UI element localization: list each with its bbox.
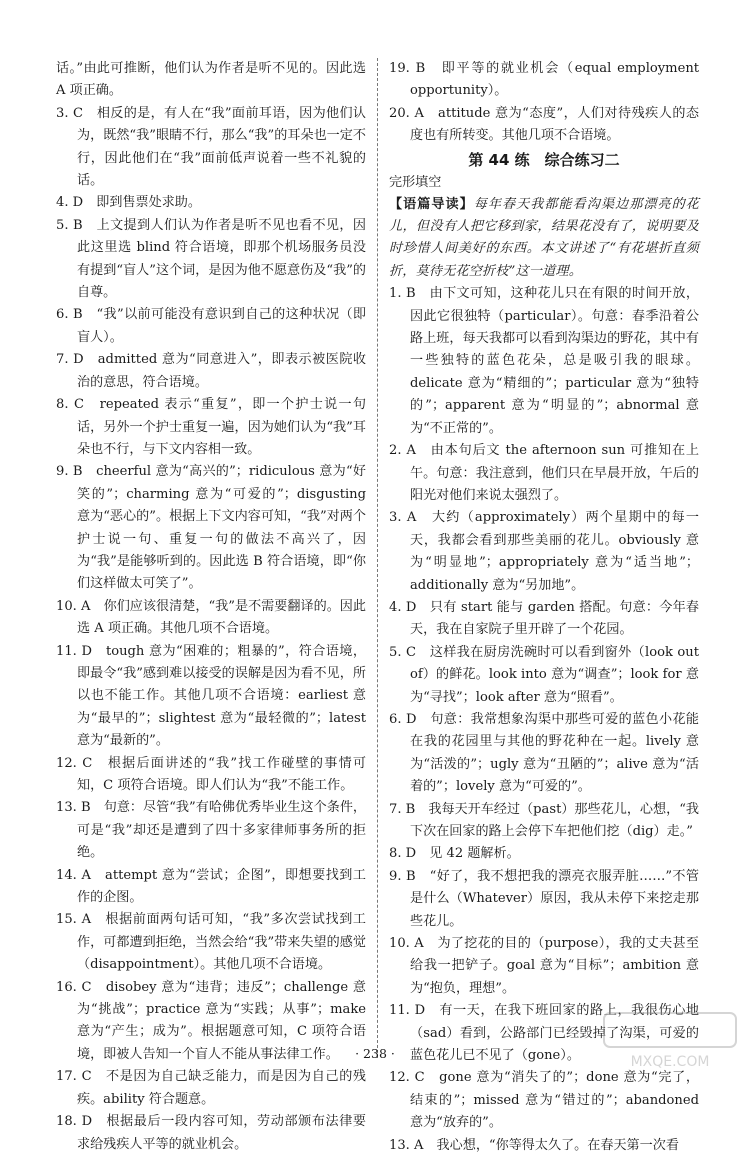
- reading-guide: [389, 194, 699, 284]
- answer-item: [56, 797, 366, 864]
- answer-item: [56, 596, 366, 641]
- answer-item: [389, 642, 699, 709]
- answer-item: [389, 799, 699, 844]
- answer-number: 7. B: [389, 801, 416, 817]
- answer-number: 2. A: [389, 443, 416, 459]
- answer-explanation: 根据最后一段内容可知，劳动部颁布法律要求给残疾人平等的就业机会。: [77, 1114, 367, 1152]
- answer-number: 14. A: [56, 867, 91, 883]
- answer-number: 4. D: [389, 599, 417, 615]
- answer-number: 20. A: [389, 105, 424, 121]
- answer-number: 5. B: [56, 217, 83, 233]
- answer-number: 13. A: [389, 1137, 424, 1153]
- answer-explanation: 只有 start 能与 garden 搭配。句意：今年春天，我在自家院子里开辟了一个花园。: [410, 599, 700, 638]
- watermark-logo: [600, 1009, 740, 1071]
- answer-explanation: admitted 意为“同意进入”，即表示被医院收治的意思，符合语境。: [77, 352, 367, 390]
- answer-item: [389, 597, 699, 642]
- column-divider: [377, 58, 378, 1058]
- answer-explanation: 由本句后文 the afternoon sun 可推知在上午。句意：我注意到，他们只在早晨开放，午后的阳光对他们来说太强烈了。: [410, 443, 699, 503]
- answer-number: 3. A: [389, 510, 417, 526]
- answer-number: 10. A: [56, 598, 91, 614]
- answer-number: 18. D: [56, 1114, 93, 1130]
- answer-number: 1. B: [389, 286, 416, 302]
- answer-explanation: 有一天，在我下班回家的路上，我很伤心地（sad）看到，公路部门已经毁掉了沟渠，可爱的蓝色花儿已不见了（gone）。: [410, 1003, 700, 1064]
- answer-item: [56, 753, 366, 798]
- answer-explanation: 即到售票处求助。: [96, 195, 201, 211]
- answer-item: [56, 304, 366, 349]
- answer-number: 4. D: [56, 195, 84, 211]
- answer-item: [389, 1135, 699, 1157]
- answer-explanation: 我每天开车经过（past）那些花儿，心想，“我下次在回家的路上会停下车把他们挖（dig）走。”: [410, 801, 699, 839]
- answer-item: [56, 58, 366, 103]
- answer-explanation: 根据后面讲述的“我”找工作碰壁的事情可知，C 项符合语境。即人们认为“我”不能工作。: [77, 755, 366, 793]
- answer-explanation: 你们应该很清楚，“我”是不需要翻译的。因此选 A 项正确。其他几项不合语境。: [77, 598, 367, 637]
- section-title: 第 44 练 综合练习二: [468, 150, 620, 169]
- answer-number: 15. A: [56, 912, 92, 928]
- answer-item: [56, 1066, 366, 1111]
- answer-explanation: attitude 意为“态度”，人们对待残疾人的态度也有所转变。其他几项不合语境。: [410, 105, 699, 144]
- answer-number: 8. C: [56, 397, 84, 413]
- answer-explanation: 由下文可知，这种花儿只在有限的时间开放，因此它很独特（particular）。句意：春季沿着公路上班，每天我都可以看到沟渠边的野花，其中有一些独特的蓝色花朵，总是吸引我的眼球。delicate 意为“精细的”；particular 意为“独特的”；apparent 意为“明显的”；abnormal 意为“不正常的”。: [410, 286, 700, 436]
- answer-explanation: gone 意为“消失了的”；done 意为“完了，结束的”；missed 意为“错过的”；abandoned 意为“放弃的”。: [410, 1070, 699, 1131]
- answer-item: [56, 349, 366, 394]
- answer-explanation: repeated 表示“重复”，即一个护士说一句话，另外一个护士重复一遍，因为她们认为“我”耳朵也不行，与下文内容相一致。: [77, 397, 367, 457]
- answer-item: [389, 103, 699, 148]
- answer-explanation: 我心想，“你等得太久了。在春天第一次看: [436, 1137, 679, 1153]
- answer-explanation: disobey 意为“违背；违反”；challenge 意为“挑战”；practice 意为“实践；从事”；make 意为“产生；成为”。根据题意可知，C 项符合语境，即被人告知一个盲人不能从事法律工作。: [77, 979, 366, 1062]
- answer-explanation: 大约（approximately）两个星期中的每一天，我都会看到那些美丽的花儿。obviously 意为“明显地”；appropriately 意为“适当地”；additionally 意为“另加地”。: [410, 510, 700, 593]
- answer-explanation: 即平等的就业机会（equal employment opportunity）。: [410, 61, 700, 99]
- answer-number: 16. C: [56, 979, 92, 995]
- answer-number: 12. C: [56, 755, 93, 771]
- answer-number: 10. A: [389, 936, 424, 952]
- guide-text: 每年春天我都能看沟渠边那漂亮的花儿，但没有人把它移到家，结果花没有了，说明要及时珍惜人间美好的东西。本文讲述了“有花堪折直须折，莫待无花空折枝”这一道理。: [389, 196, 700, 279]
- answer-number: 5. C: [389, 644, 417, 660]
- answer-explanation: 句意：我常想象沟渠中那些可爱的蓝色小花能在我的花园里与其他的野花种在一起。lively 意为“活泼的”；ugly 意为“丑陋的”；alive 意为“活着的”；lovely 意为“可爱的”。: [410, 711, 700, 795]
- answer-item: [56, 641, 366, 753]
- answer-item: [56, 103, 366, 193]
- left-column: [56, 58, 366, 1156]
- answer-explanation: 相反的是，有人在“我”面前耳语，因为他们认为，既然“我”眼睛不行，那么“我”的耳朵也一定不行，因此他们在“我”面前低声说着一些不礼貌的话。: [77, 105, 366, 189]
- answer-item: [56, 865, 366, 910]
- answer-explanation: 这样我在厨房洗碗时可以看到窗外（look out of）的鲜花。look into 意为“调查”；look for 意为“寻找”；look after 意为“照看”。: [410, 644, 699, 705]
- answer-number: 3. C: [56, 105, 84, 121]
- answer-number: 13. B: [56, 800, 91, 816]
- answer-item: [56, 909, 366, 976]
- answer-number: 17. C: [56, 1069, 92, 1085]
- answer-number: 7. D: [56, 352, 84, 368]
- answer-explanation: tough 意为“困难的；粗暴的”，符合语境，即最令“我”感到难以接受的误解是因为看不见，所以也不能工作。其他几项不合语境：earliest 意为“最早的”；slightest 意为“最轻微的”；latest 意为“最新的”。: [77, 643, 366, 749]
- answer-explanation: “好了，我不想把我的漂亮衣服弄脏……”不管是什么（Whatever）原因，我从未停下来挖走那些花儿。: [410, 868, 700, 929]
- answer-item: [389, 283, 699, 440]
- answer-number: 6. D: [389, 711, 417, 727]
- answer-item: [389, 866, 699, 933]
- answer-explanation: 见 42 题解析。: [429, 846, 520, 862]
- answer-explanation: 上文提到人们认为作者是听不见也看不见，因此这里选 blind 符合语境，即那个机场服务员没有提到“盲人”这个词，是因为他不愿意伤及“我”的自尊。: [77, 217, 367, 301]
- answer-number: 11. D: [389, 1003, 426, 1019]
- answer-number: 8. D: [389, 846, 417, 862]
- answer-explanation: attempt 意为“尝试；企图”，即想要找到工作的企图。: [77, 867, 366, 906]
- answer-number: 9. B: [56, 464, 83, 480]
- answer-explanation: “我”以前可能没有意识到自己的这种状况（即盲人）。: [77, 307, 367, 345]
- answer-item: [389, 58, 699, 103]
- right-column: [389, 58, 699, 1157]
- answer-number: 9. B: [389, 868, 416, 884]
- answer-number: 19. B: [389, 61, 426, 76]
- answer-item: [56, 1111, 366, 1156]
- answer-item: [389, 507, 699, 597]
- answer-item: [56, 215, 366, 305]
- answer-item: [56, 192, 366, 214]
- watermark-text: MXQE.COM: [630, 1054, 710, 1070]
- answer-explanation: 为了挖花的目的（purpose），我的丈夫甚至给我一把铲子。goal 意为“目标”；ambition 意为“抱负，理想”。: [410, 936, 699, 996]
- page-number: · 238 ·: [355, 1046, 395, 1061]
- answer-item: [389, 709, 699, 799]
- answer-explanation: 不是因为自己缺乏能力，而是因为自己的残疾。ability 符合题意。: [77, 1069, 367, 1107]
- answer-explanation: 根据前面两句话可知，“我”多次尝试找到工作，可都遭到拒绝，当然会给“我”带来失望的感觉（disappointment）。其他几项不合语境。: [77, 912, 367, 973]
- answer-number: 12. C: [389, 1070, 425, 1086]
- answer-number: 6. B: [56, 307, 83, 323]
- answer-item: [389, 440, 699, 507]
- answer-item: [56, 394, 366, 461]
- answer-item: [389, 843, 699, 865]
- answer-item: [389, 1067, 699, 1134]
- answer-item: [389, 933, 699, 1000]
- answer-item: [56, 461, 366, 595]
- answer-explanation: cheerful 意为“高兴的”；ridiculous 意为“好笑的”；charming 意为“可爱的”；disgusting 意为“恶心的”。根据上下文内容可知，“我”对两个护士说一句、重复一句的做法不高兴了，因为“我”是能够听到的。因此选 B 符合语境，即“你们这样做太可笑了”。: [77, 464, 367, 592]
- answer-explanation: 话。”由此可推断，他们认为作者是听不见的。因此选 A 项正确。: [56, 61, 366, 99]
- guide-tag: 【语篇导读】: [389, 196, 474, 212]
- answer-explanation: 句意：尽管“我”有哈佛优秀毕业生这个条件，可是“我”却还是遭到了四十多家律师事务所的拒绝。: [77, 800, 367, 861]
- answer-number: 11. D: [56, 643, 92, 659]
- subsection-heading: 完形填空: [389, 174, 442, 190]
